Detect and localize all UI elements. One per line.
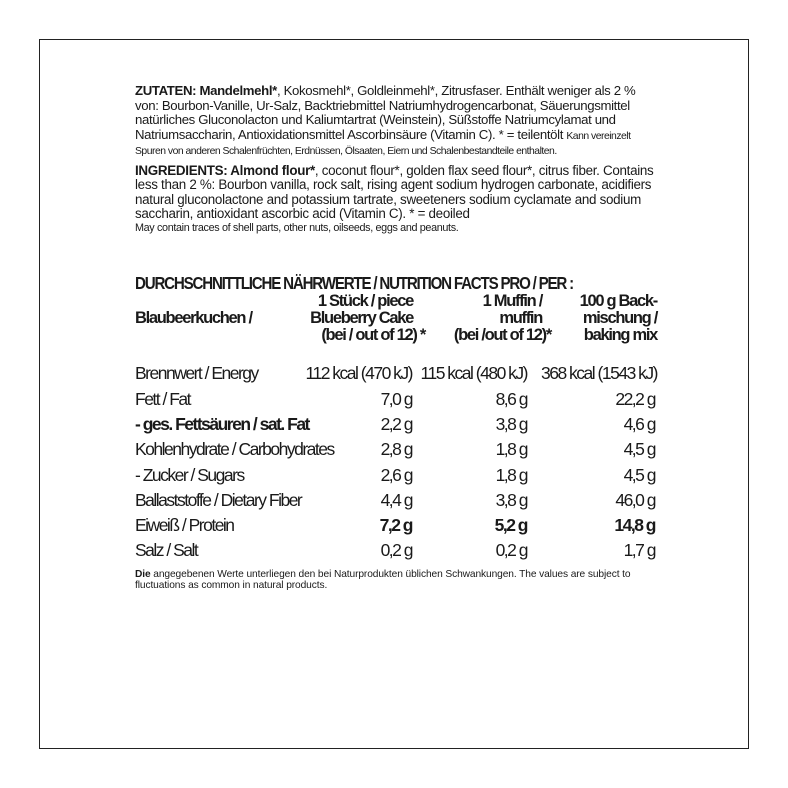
row-value-cake: 0,2 g [380,540,412,561]
english-ingredients [135,164,655,222]
nutrition-rows [135,361,655,563]
nutrition-row-fiber [135,488,655,513]
nutrition-row-carbohydrates [135,437,655,462]
row-value-cake: 2,6 g [380,464,412,485]
row-value-muffin: 0,2 g [495,540,527,561]
row-value-muffin: 115 kcal (480 kJ) [420,363,527,384]
col1-header-line1: 1 Stück / piece [317,292,413,311]
row-value-cake: 2,8 g [380,439,412,460]
row-label: Salz / Salt [135,540,198,561]
nutrition-row-salt [135,538,655,563]
row-value-cake: 112 kcal (470 kJ) [305,363,412,384]
row-value-mix: 1,7 g [623,540,655,561]
german-traces: Kann vereinzelt Spuren von anderen Schalenfrüchten, Erdnüssen, Ölsaaten, Eiern und Schalenbestandteile enthalten. [135,130,631,157]
row-value-muffin: 3,8 g [495,489,527,510]
row-value-muffin: 5,2 g [494,515,527,536]
row-label: Fett / Fat [135,388,191,409]
nutrition-footnote [135,569,640,591]
row-value-mix: 14,8 g [614,515,655,536]
row-value-mix: 4,6 g [623,414,655,434]
row-value-muffin: 1,8 g [495,464,527,485]
row-label: Kohlenhydrate / Carbohydrates [135,439,334,460]
row-value-cake: 7,0 g [380,388,412,409]
german-ingredients-text: , Kokosmehl*, Goldleinmehl*, Zitrusfaser. Enthält weniger als 2 % von: Bourbon-Vanille, Ur-Salz, Backtriebmittel Natriumhydrogencarbonat, Säuerungsmittel natürliches Gluconolacton und Kaliumtartrat (Weinstein), Süßstoffe Natriumcylamat und Natriumsaccharin, Antioxidationsmittel Ascorbinsäure (Vitamin C). * = teilentölt [135,83,636,142]
row-value-mix: 4,5 g [623,439,655,460]
row-label: Ballaststoffe / Dietary Fiber [135,489,302,510]
row-value-mix: 22,2 g [615,388,655,409]
nutrition-row-sugars [135,463,655,488]
footnote-text: angegebenen Werte unterliegen den bei Naturprodukten üblichen Schwankungen. The values are subject to fluctuations as common in natural products. [135,568,631,591]
nutrition-row-saturated-fat [135,412,655,437]
label-content [135,84,655,591]
row-value-cake: 7,2 g [379,515,412,536]
german-ingredients-heading: ZUTATEN: Mandelmehl* [135,83,277,98]
row-value-mix: 46,0 g [615,489,655,510]
english-ingredients-text: , coconut flour*, golden flax seed flour*, citrus fiber. Contains less than 2 %: Bourbon vanilla, rock salt, rising agent sodium hydrogen carbonate, acidifiers natural gluconolactone and potassium tartrate, sweeteners sodium cyclamate and sodium saccharin, antioxidant ascorbic acid (Vitamin C). * = deoiled [135,162,654,221]
nutrition-row-protein [135,513,655,538]
col3-header-line1: 100 g Back- [579,292,657,311]
row-value-cake: 2,2 g [380,414,412,434]
row-value-muffin: 1,8 g [495,439,527,460]
col2-header-line3: (bei /out of 12)* [453,326,551,345]
nutrition-row-fat [135,387,655,412]
row-label: - Zucker / Sugars [135,464,244,485]
row-value-cake: 4,4 g [380,489,412,510]
row-value-muffin: 3,8 g [495,414,527,434]
col2-header-line2: muffin [499,309,542,328]
col1-header-line3: (bei / out of 12) * [321,326,425,345]
german-ingredients [135,84,655,158]
col3-header-line2: mischung / [582,309,657,328]
row-value-mix: 4,5 g [623,464,655,485]
col3-header-line3: baking mix [583,326,657,345]
nutrition-row-energy [135,361,655,386]
col2-header-line1: 1 Muffin / [482,292,542,311]
row-label: Eiweiß / Protein [135,515,234,536]
nutrition-header [135,293,655,361]
row-value-muffin: 8,6 g [495,388,527,409]
label-frame [39,39,749,749]
nutrition-title: DURCHSCHNITTLICHE NÄHRWERTE / NUTRITION FACTS PRO / PER : [135,273,573,294]
footnote-lead: Die [135,568,151,580]
row-header: Blaubeerkuchen / [135,309,252,328]
row-label: Brennwert / Energy [135,363,258,384]
english-ingredients-heading: INGREDIENTS: Almond flour* [135,162,315,178]
row-value-mix: 368 kcal (1543 kJ) [541,363,657,384]
row-label: - ges. Fettsäuren / sat. Fat [135,414,309,434]
english-traces: May contain traces of shell parts, other nuts, oilseeds, eggs and peanuts. [135,222,459,235]
col1-header-line2: Blueberry Cake [310,309,413,328]
